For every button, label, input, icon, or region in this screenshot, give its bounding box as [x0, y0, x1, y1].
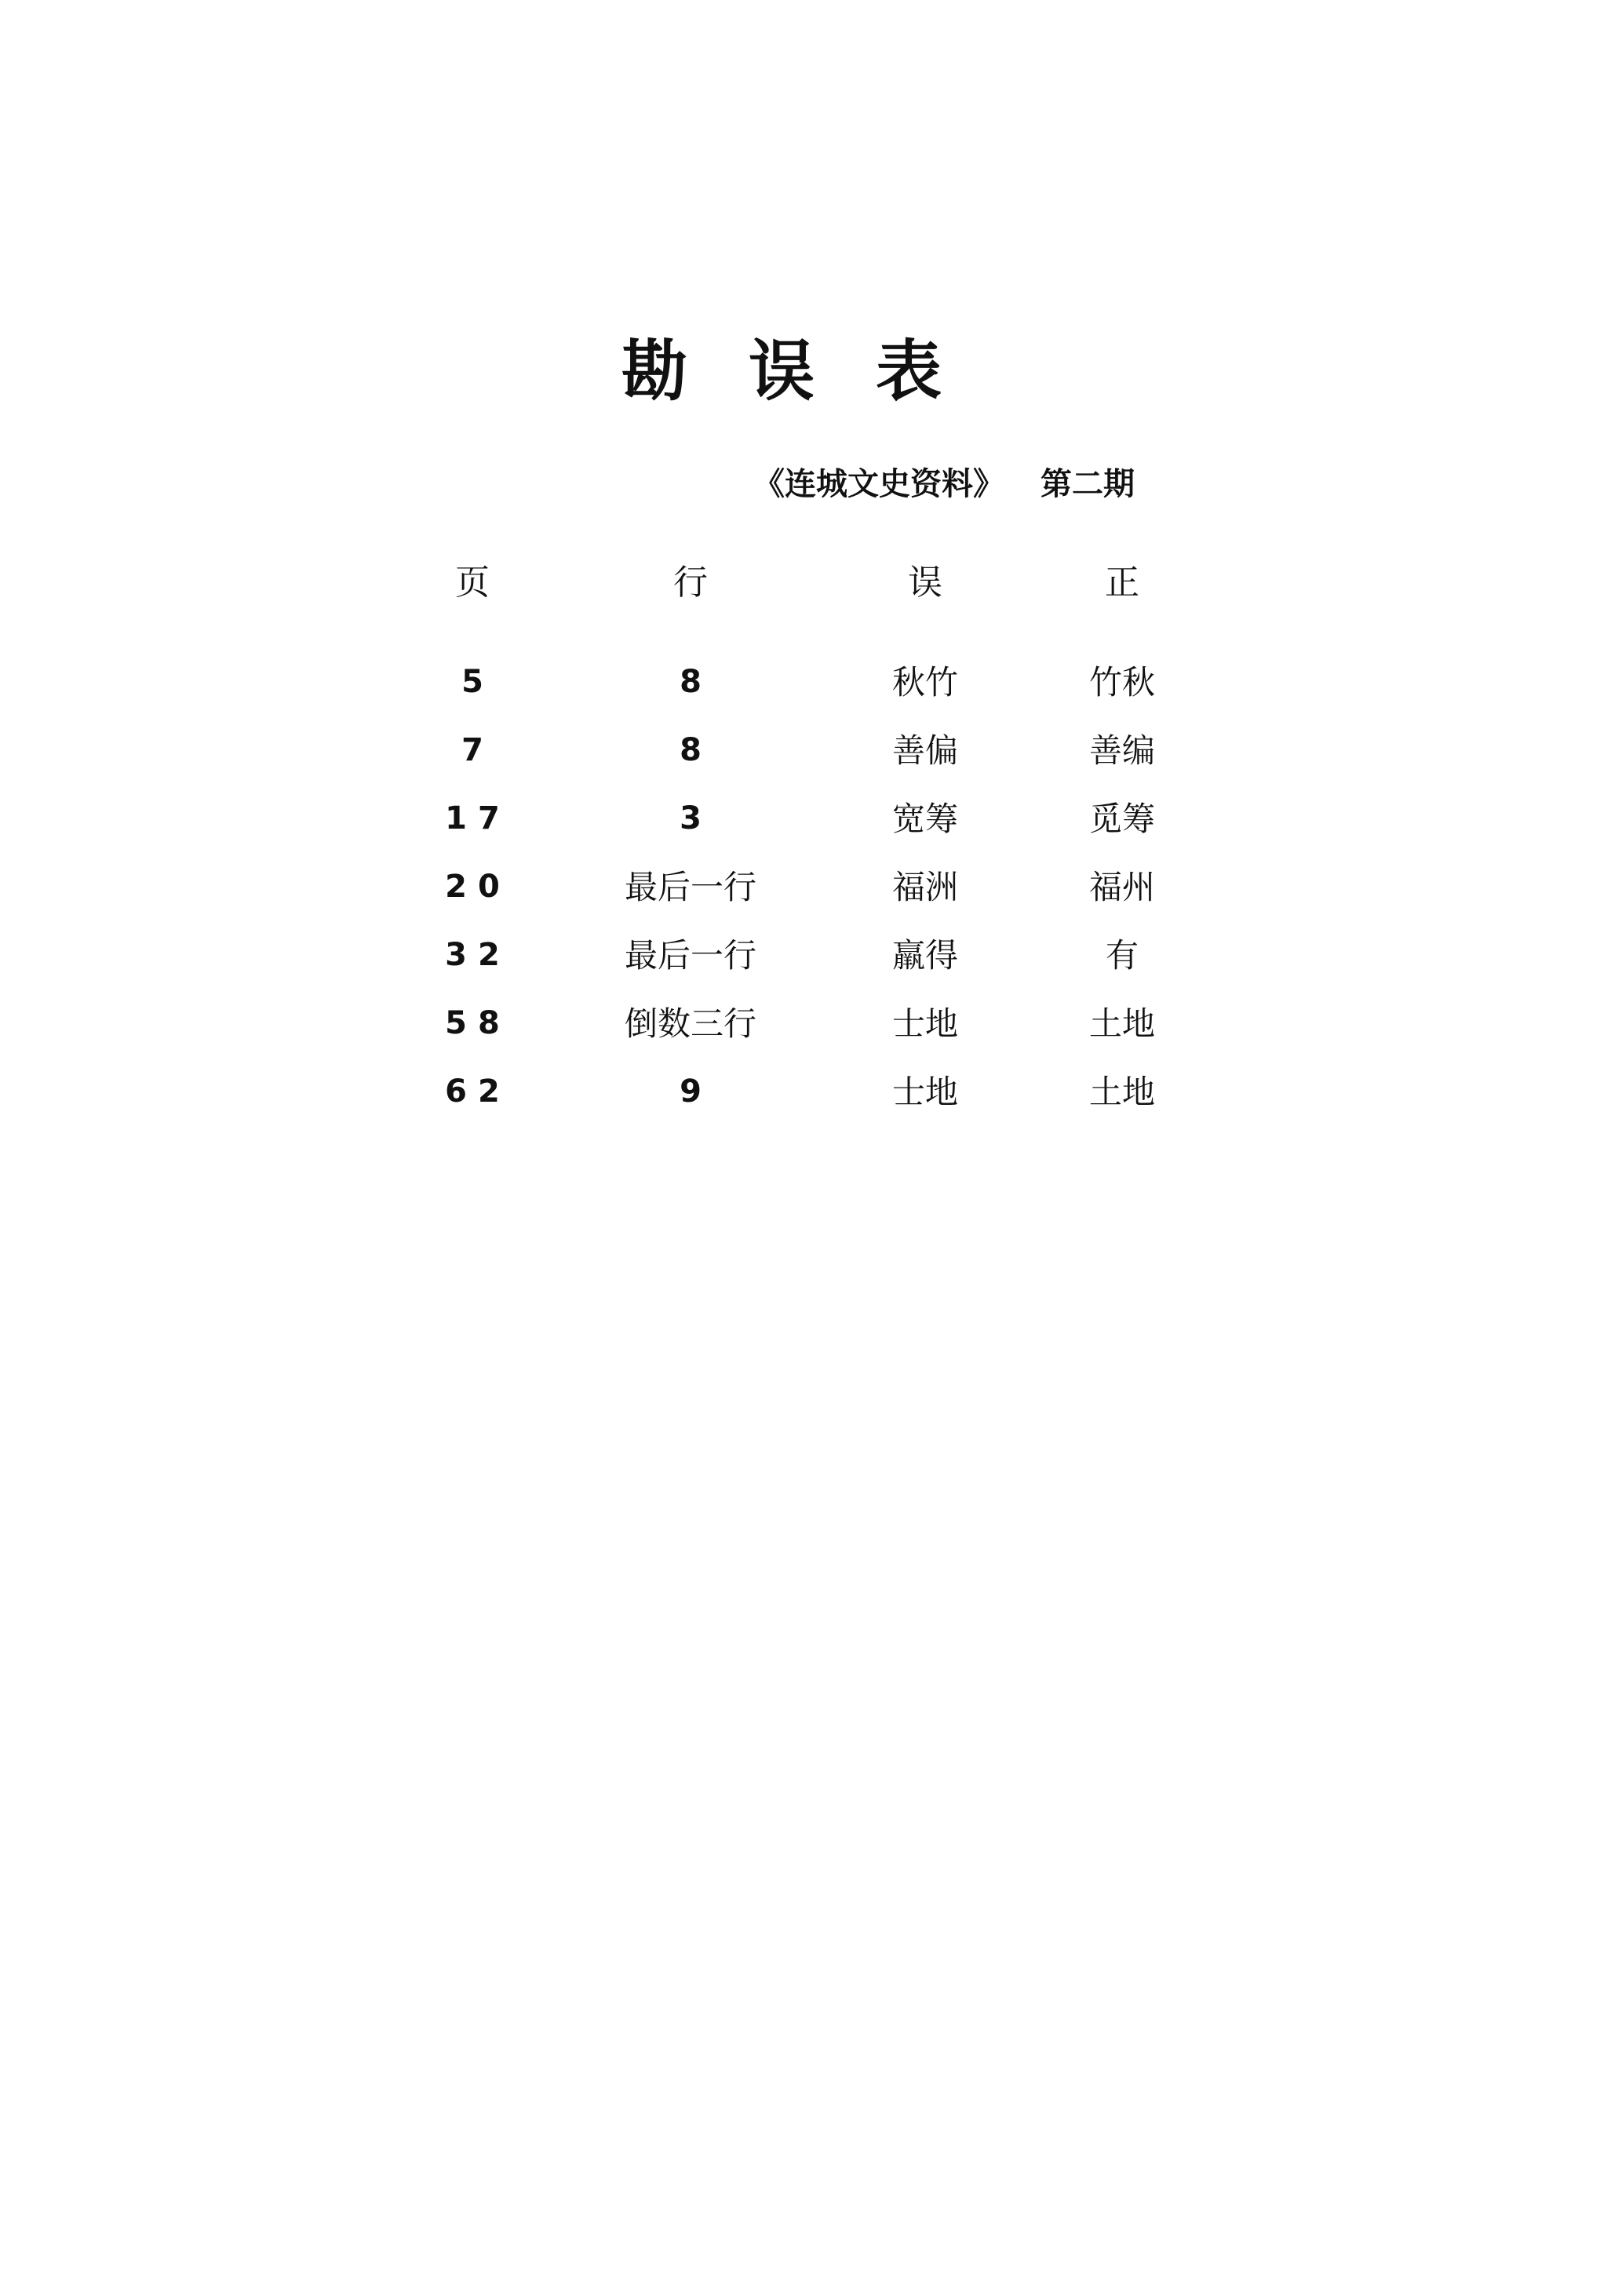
error-cell: 福洲	[891, 868, 958, 906]
error-cell: 士地	[891, 1004, 958, 1043]
correction-cell: 善编	[1088, 731, 1155, 770]
errata-row	[0, 716, 1600, 785]
correction-cell: 土地	[1088, 1073, 1155, 1111]
errata-row	[0, 853, 1600, 921]
errata-row	[0, 921, 1600, 989]
line-cell: 最后一行	[624, 936, 756, 975]
page-cell: 20	[445, 869, 511, 905]
page-title: 勘误表	[621, 332, 1004, 410]
error-cell: 宽筹	[891, 800, 958, 838]
page-cell: 62	[445, 1073, 511, 1110]
correction-cell: 竹秋	[1088, 663, 1155, 702]
publication-name: 《连城文史资料》	[753, 466, 1004, 502]
table-header	[0, 548, 1600, 617]
page-cell: 58	[445, 1005, 511, 1041]
header-correction: 正	[1105, 563, 1139, 603]
page-cell: 7	[461, 732, 494, 768]
correction-cell: 有	[1105, 936, 1139, 975]
correction-cell: 觅筹	[1088, 800, 1155, 838]
errata-row	[0, 1058, 1600, 1126]
header-error: 误	[908, 563, 942, 603]
error-cell: 士地	[891, 1073, 958, 1111]
line-cell: 最后一行	[624, 868, 756, 906]
errata-row	[0, 648, 1600, 716]
error-cell: 善偏	[891, 731, 958, 770]
error-cell: 羸得	[891, 936, 958, 975]
publication-subtitle	[753, 468, 1135, 500]
issue-number: 第二期	[1041, 466, 1135, 502]
line-cell: 倒数三行	[624, 1004, 756, 1043]
line-cell: 3	[680, 800, 713, 836]
error-cell: 秋竹	[891, 663, 958, 702]
errata-row	[0, 989, 1600, 1058]
correction-cell: 土地	[1088, 1004, 1155, 1043]
page-cell: 17	[445, 800, 511, 836]
errata-row	[0, 785, 1600, 853]
correction-cell: 福州	[1088, 868, 1155, 906]
header-line: 行	[673, 563, 708, 603]
page-cell: 5	[461, 664, 494, 700]
line-cell: 9	[680, 1073, 713, 1110]
line-cell: 8	[680, 732, 713, 768]
line-cell: 8	[680, 664, 713, 700]
errata-table-body	[0, 648, 1600, 1126]
page-cell: 32	[445, 937, 511, 973]
header-page: 页	[455, 563, 490, 603]
